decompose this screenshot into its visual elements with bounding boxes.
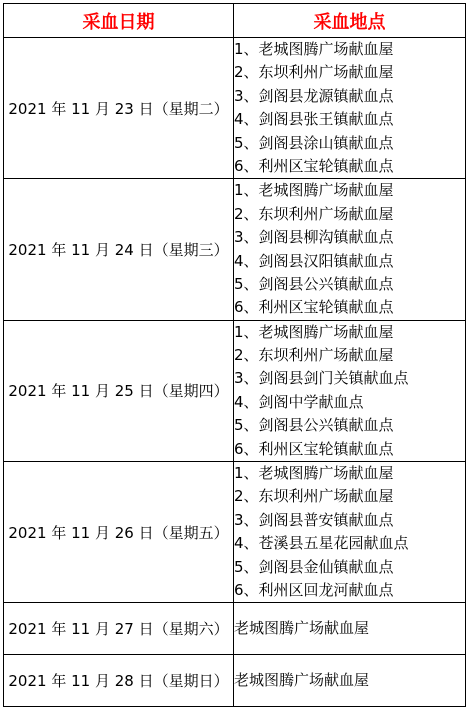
place-item: 3、剑阁县剑门关镇献血点 [234, 369, 409, 388]
place-item: 6、利州区宝轮镇献血点 [234, 298, 394, 317]
blood-collection-schedule-table [3, 3, 466, 707]
place-cell [234, 320, 466, 461]
date-column-header: 采血日期 [4, 4, 234, 38]
date-cell: 2021 年 11 月 24 日（星期三） [4, 179, 234, 320]
table-row [4, 320, 466, 461]
place-column-header: 采血地点 [234, 4, 466, 38]
place-item: 4、剑阁县汉阳镇献血点 [234, 251, 394, 270]
place-item: 1、老城图腾广场献血屋 [234, 181, 394, 200]
place-item: 6、利州区回龙河献血点 [234, 580, 394, 599]
place-item: 4、剑阁中学献血点 [234, 392, 364, 411]
place-item: 5、剑阁县公兴镇献血点 [234, 274, 394, 293]
place-item: 2、东坝利州广场献血屋 [234, 346, 394, 365]
table-row [4, 38, 466, 179]
date-cell: 2021 年 11 月 25 日（星期四） [4, 320, 234, 461]
place-item: 5、剑阁县涂山镇献血点 [234, 133, 394, 152]
date-cell: 2021 年 11 月 27 日（星期六） [4, 603, 234, 655]
date-cell: 2021 年 11 月 23 日（星期二） [4, 38, 234, 179]
place-item: 5、剑阁县公兴镇献血点 [234, 416, 394, 435]
place-item: 3、剑阁县柳沟镇献血点 [234, 228, 394, 247]
table-row [4, 462, 466, 603]
place-cell [234, 603, 466, 655]
place-item: 6、利州区宝轮镇献血点 [234, 156, 394, 175]
table-row [4, 655, 466, 707]
place-item: 4、苍溪县五星花园献血点 [234, 534, 409, 553]
table-body [4, 38, 466, 707]
place-item: 2、东坝利州广场献血屋 [234, 63, 394, 82]
date-cell: 2021 年 11 月 26 日（星期五） [4, 462, 234, 603]
header-row [4, 4, 466, 38]
place-cell [234, 38, 466, 179]
place-item: 1、老城图腾广场献血屋 [234, 322, 394, 341]
place-item: 老城图腾广场献血屋 [234, 619, 370, 638]
place-item: 1、老城图腾广场献血屋 [234, 464, 394, 483]
table-row [4, 603, 466, 655]
place-item: 2、东坝利州广场献血屋 [234, 487, 394, 506]
place-item: 5、剑阁县金仙镇献血点 [234, 557, 394, 576]
place-item: 3、剑阁县普安镇献血点 [234, 510, 394, 529]
place-cell [234, 179, 466, 320]
place-item: 老城图腾广场献血屋 [234, 671, 370, 690]
place-item: 2、东坝利州广场献血屋 [234, 204, 394, 223]
table-header [4, 4, 466, 38]
place-item: 4、剑阁县张王镇献血点 [234, 110, 394, 129]
place-cell [234, 655, 466, 707]
table-row [4, 179, 466, 320]
place-cell [234, 462, 466, 603]
place-item: 6、利州区宝轮镇献血点 [234, 439, 394, 458]
place-item: 1、老城图腾广场献血屋 [234, 40, 394, 58]
date-cell: 2021 年 11 月 28 日（星期日） [4, 655, 234, 707]
place-item: 3、剑阁县龙源镇献血点 [234, 86, 394, 105]
